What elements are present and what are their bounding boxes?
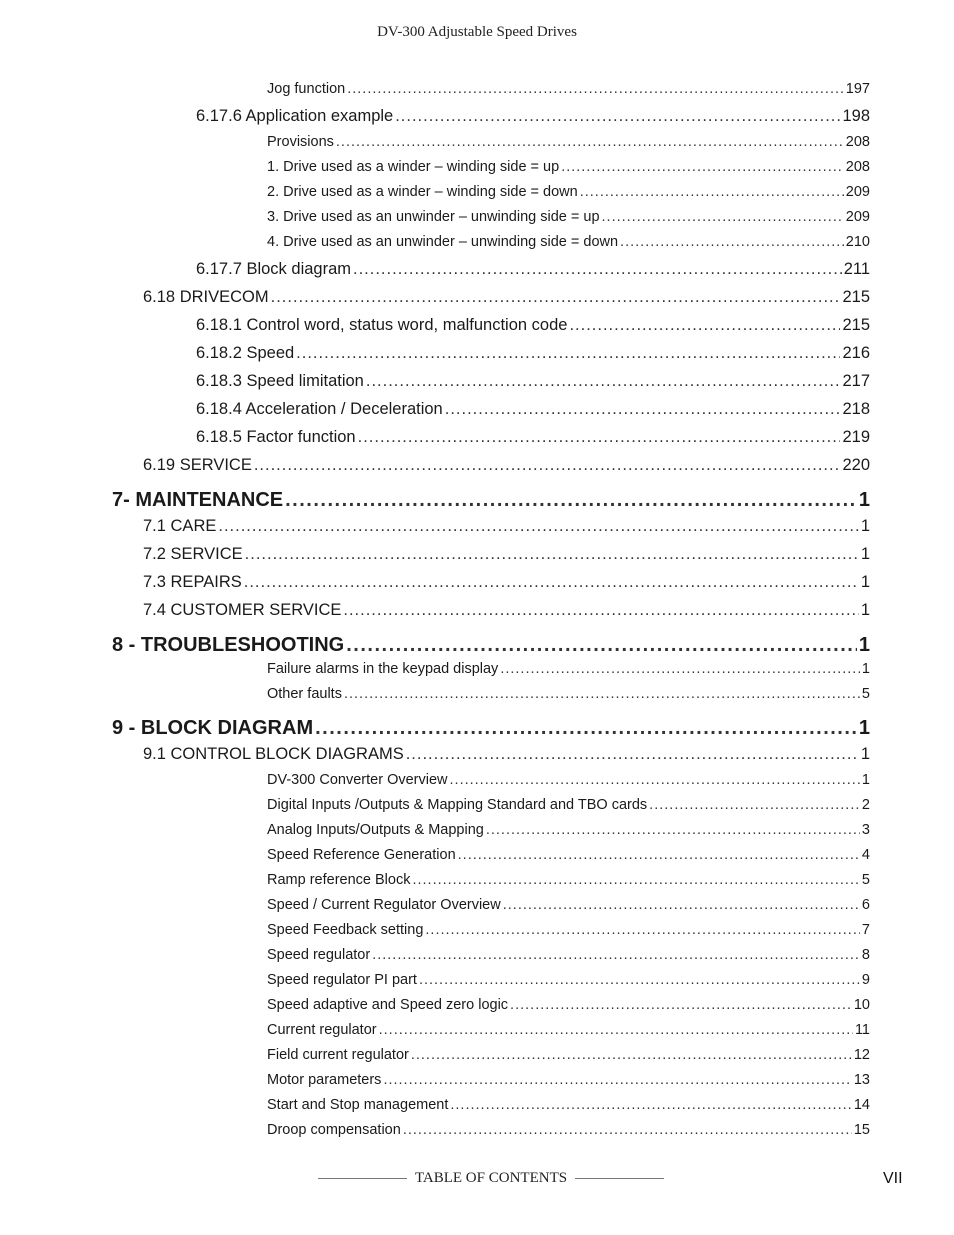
toc-entry-page: 15 <box>853 1123 870 1138</box>
dot-leader <box>344 687 860 702</box>
toc-entry-page: 1 <box>858 635 870 655</box>
toc-entry-label: 7.4 CUSTOMER SERVICE <box>143 602 342 619</box>
toc-entry-label: 6.17.7 Block diagram <box>196 261 352 278</box>
dot-leader <box>403 1123 852 1138</box>
toc-entry-label: 6.18.4 Acceleration / Deceleration <box>196 401 443 418</box>
dot-leader <box>445 401 841 418</box>
toc-entry-label: 6.18.1 Control word, status word, malfunction code <box>196 317 568 334</box>
dot-leader <box>602 210 844 225</box>
toc-entry[interactable] <box>196 317 870 334</box>
dot-leader <box>395 108 840 125</box>
dot-leader <box>620 235 844 250</box>
toc-entry[interactable] <box>267 1098 870 1113</box>
toc-entry[interactable] <box>267 823 870 838</box>
toc-entry-label: Speed Feedback setting <box>267 923 424 938</box>
toc-entry[interactable] <box>143 574 870 591</box>
toc-entry-label: 6.19 SERVICE <box>143 457 252 474</box>
dot-leader <box>503 898 860 913</box>
toc-entry-page: 219 <box>842 429 870 446</box>
toc-chapter[interactable] <box>112 718 870 738</box>
toc-entry-page: 1 <box>861 662 870 677</box>
toc-entry[interactable] <box>267 773 870 788</box>
toc-entry[interactable] <box>267 798 870 813</box>
dot-leader <box>406 746 859 763</box>
toc-entry[interactable] <box>267 1123 870 1138</box>
dot-leader <box>336 135 844 150</box>
toc-entry-page: 216 <box>842 345 870 362</box>
dot-leader <box>383 1073 851 1088</box>
toc-entry-label: Provisions <box>267 135 334 150</box>
toc-entry[interactable] <box>267 898 870 913</box>
running-footer <box>310 1170 672 1187</box>
toc-entry-page: 1 <box>860 518 870 535</box>
dot-leader <box>458 848 860 863</box>
toc-entry-page: 5 <box>861 687 870 702</box>
toc-entry[interactable] <box>196 401 870 418</box>
toc-entry-label: Current regulator <box>267 1023 377 1038</box>
toc-entry-page: 215 <box>842 289 870 306</box>
toc-entry-page: 9 <box>861 973 870 988</box>
toc-entry[interactable] <box>267 687 870 702</box>
toc-entry-label: Ramp reference Block <box>267 873 411 888</box>
toc-entry[interactable] <box>267 235 870 250</box>
toc-entry[interactable] <box>267 135 870 150</box>
toc-entry-label: 7.3 REPAIRS <box>143 574 242 591</box>
dot-leader <box>425 923 860 938</box>
dot-leader <box>419 973 860 988</box>
toc-entry-label: Speed regulator <box>267 948 371 963</box>
toc-entry[interactable] <box>143 746 870 763</box>
toc-entry-label: 7- MAINTENANCE <box>112 490 284 510</box>
toc-entry[interactable] <box>267 1023 870 1038</box>
toc-entry-page: 210 <box>845 235 870 250</box>
toc-entry-label: 9.1 CONTROL BLOCK DIAGRAMS <box>143 746 404 763</box>
running-header: DV-300 Adjustable Speed Drives <box>377 24 577 40</box>
toc-entry-label: 6.18.3 Speed limitation <box>196 373 364 390</box>
toc-entry[interactable] <box>196 429 870 446</box>
toc-entry-page: 1 <box>858 490 870 510</box>
toc-entry-label: 7.2 SERVICE <box>143 546 243 563</box>
dot-leader <box>347 82 844 97</box>
toc-entry-label: Analog Inputs/Outputs & Mapping <box>267 823 484 838</box>
toc-entry-label: Speed regulator PI part <box>267 973 417 988</box>
toc-entry-label: 3. Drive used as an unwinder – unwinding side = up <box>267 210 600 225</box>
toc-entry-page: 10 <box>853 998 870 1013</box>
dot-leader <box>343 602 858 619</box>
toc-entry-page: 211 <box>843 261 870 278</box>
dot-leader <box>486 823 860 838</box>
dot-leader <box>450 773 860 788</box>
dot-leader <box>510 998 852 1013</box>
dot-leader <box>580 185 844 200</box>
toc-entry-page: 217 <box>842 373 870 390</box>
toc-entry[interactable] <box>196 261 870 278</box>
toc-entry[interactable] <box>196 373 870 390</box>
toc-entry-page: 3 <box>861 823 870 838</box>
toc-entry-label: Other faults <box>267 687 342 702</box>
footer-section-label: TABLE OF CONTENTS <box>414 1170 568 1186</box>
dot-leader <box>450 1098 851 1113</box>
toc-entry[interactable] <box>143 546 870 563</box>
toc-entry-page: 1 <box>858 718 870 738</box>
dot-leader <box>500 662 860 677</box>
toc-entry[interactable] <box>267 973 870 988</box>
toc-entry[interactable] <box>267 1073 870 1088</box>
dot-leader <box>372 948 860 963</box>
toc-entry-label: 6.18.2 Speed <box>196 345 295 362</box>
toc-entry[interactable] <box>267 160 870 175</box>
toc-entry[interactable] <box>267 948 870 963</box>
dot-leader <box>315 718 857 738</box>
toc-entry-label: 7.1 CARE <box>143 518 217 535</box>
toc-entry-label: 6.18 DRIVECOM <box>143 289 269 306</box>
dot-leader <box>254 457 841 474</box>
toc-entry[interactable] <box>143 518 870 535</box>
toc-entry-label: Start and Stop management <box>267 1098 449 1113</box>
toc-entry[interactable] <box>267 1048 870 1063</box>
dot-leader <box>366 373 841 390</box>
toc-entry-page: 4 <box>861 848 870 863</box>
toc-entry-page: 5 <box>861 873 870 888</box>
toc-entry-page: 7 <box>861 923 870 938</box>
toc-entry[interactable] <box>267 210 870 225</box>
toc-entry-page: 1 <box>860 746 870 763</box>
toc-entry-label: Jog function <box>267 82 346 97</box>
dot-leader <box>353 261 842 278</box>
dot-leader <box>296 345 840 362</box>
toc-entry-page: 218 <box>842 401 870 418</box>
dot-leader <box>561 160 844 175</box>
toc-entry[interactable] <box>267 998 870 1013</box>
dot-leader <box>569 317 840 334</box>
toc-entry-label: DV-300 Converter Overview <box>267 773 448 788</box>
toc-entry-page: 208 <box>845 135 870 150</box>
toc-entry-page: 13 <box>853 1073 870 1088</box>
dot-leader <box>379 1023 853 1038</box>
toc-entry-page: 208 <box>845 160 870 175</box>
toc-entry[interactable] <box>267 873 870 888</box>
toc-entry-page: 1 <box>860 602 870 619</box>
toc-entry-page: 6 <box>861 898 870 913</box>
toc-entry[interactable] <box>267 662 870 677</box>
toc-entry-page: 11 <box>854 1023 870 1038</box>
toc-entry[interactable] <box>267 923 870 938</box>
toc-entry-page: 1 <box>860 546 870 563</box>
dot-leader <box>649 798 860 813</box>
dot-leader <box>218 518 858 535</box>
toc-chapter[interactable] <box>112 490 870 510</box>
toc-entry-label: Droop compensation <box>267 1123 401 1138</box>
toc-entry-page: 209 <box>845 185 870 200</box>
dot-leader <box>271 289 841 306</box>
toc-entry-page: 198 <box>842 108 870 125</box>
toc-entry[interactable] <box>143 457 870 474</box>
page-number: VII <box>883 1170 903 1187</box>
toc-entry-label: Speed Reference Generation <box>267 848 456 863</box>
footer-rule-right <box>575 1178 664 1179</box>
toc-entry-label: Failure alarms in the keypad display <box>267 662 499 677</box>
toc-entry-label: Digital Inputs /Outputs & Mapping Standard and TBO cards <box>267 798 648 813</box>
toc-entry-page: 220 <box>842 457 870 474</box>
toc-entry-page: 1 <box>861 773 870 788</box>
toc-entry[interactable] <box>196 345 870 362</box>
toc-entry-label: 8 - TROUBLESHOOTING <box>112 635 345 655</box>
dot-leader <box>358 429 841 446</box>
toc-entry-label: 4. Drive used as an unwinder – unwinding side = down <box>267 235 619 250</box>
toc-entry[interactable] <box>267 185 870 200</box>
toc-entry-label: 6.17.6 Application example <box>196 108 394 125</box>
toc-entry-page: 12 <box>853 1048 870 1063</box>
toc-entry-label: Motor parameters <box>267 1073 382 1088</box>
dot-leader <box>346 635 857 655</box>
toc-entry-page: 209 <box>845 210 870 225</box>
toc-entry-label: Speed / Current Regulator Overview <box>267 898 501 913</box>
toc-entry-label: Field current regulator <box>267 1048 409 1063</box>
dot-leader <box>411 1048 852 1063</box>
toc-entry[interactable] <box>196 108 870 125</box>
dot-leader <box>244 574 859 591</box>
toc-entry-page: 14 <box>853 1098 870 1113</box>
toc-entry-label: Speed adaptive and Speed zero logic <box>267 998 509 1013</box>
toc-entry-page: 197 <box>845 82 870 97</box>
dot-leader <box>412 873 859 888</box>
toc-entry-page: 2 <box>861 798 870 813</box>
toc-entry-label: 1. Drive used as a winder – winding side = up <box>267 160 560 175</box>
toc-entry[interactable] <box>267 848 870 863</box>
dot-leader <box>245 546 859 563</box>
dot-leader <box>285 490 857 510</box>
toc-entry-label: 2. Drive used as a winder – winding side = down <box>267 185 578 200</box>
toc-chapter[interactable] <box>112 635 870 655</box>
toc-entry[interactable] <box>143 289 870 306</box>
toc-entry-label: 6.18.5 Factor function <box>196 429 356 446</box>
toc-entry[interactable] <box>267 82 870 97</box>
toc-entry[interactable] <box>143 602 870 619</box>
toc-entry-page: 1 <box>860 574 870 591</box>
toc-entry-page: 215 <box>842 317 870 334</box>
toc-entry-page: 8 <box>861 948 870 963</box>
footer-rule-left <box>318 1178 407 1179</box>
toc-entry-label: 9 - BLOCK DIAGRAM <box>112 718 314 738</box>
